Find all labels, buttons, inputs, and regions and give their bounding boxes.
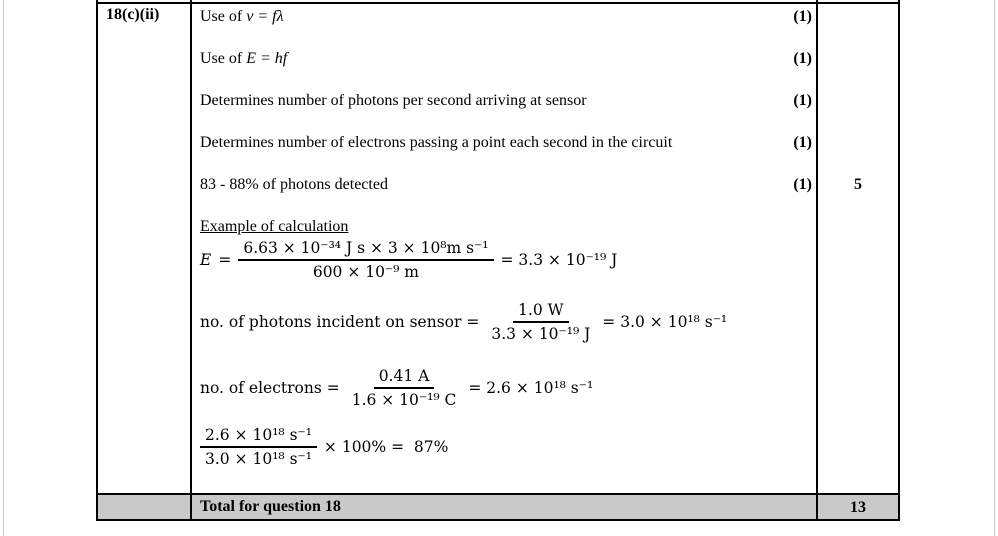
total-row-value: 13	[850, 499, 866, 516]
table-divider-total-row	[96, 493, 900, 495]
mark-value: (1)	[793, 176, 812, 193]
marking-point-text: 83 - 88% of photons detected	[200, 176, 388, 193]
equation-percentage-detected	[200, 426, 448, 468]
equation-result: = 3.0 × 10¹⁸ s⁻¹	[602, 313, 728, 331]
marking-point-row	[200, 175, 812, 195]
equals-sign: =	[218, 251, 232, 269]
fraction-denominator: 600 × 10⁻⁹ m	[312, 263, 419, 281]
fraction-denominator: 3.0 × 10¹⁸ s⁻¹	[205, 450, 312, 468]
formula-text: E = hf	[246, 50, 288, 67]
equation-photon-energy	[200, 239, 617, 281]
marking-point-row	[200, 91, 812, 111]
fraction-numerator: 0.41 A	[374, 367, 435, 389]
fraction-denominator: 1.6 × 10⁻¹⁹ C	[351, 391, 457, 409]
fraction-numerator: 2.6 × 10¹⁸ s⁻¹	[200, 426, 317, 448]
table-border-top	[96, 2, 900, 4]
equation-photons-per-second	[200, 301, 727, 343]
table-divider-answer-marks	[816, 0, 818, 521]
marking-point-row	[200, 7, 812, 27]
fraction-numerator: 6.63 × 10⁻³⁴ J s × 3 × 10⁸m s⁻¹	[238, 239, 493, 261]
mark-value: (1)	[793, 134, 812, 151]
equation-lhs: no. of photons incident on sensor =	[200, 313, 480, 331]
equation-result: = 3.3 × 10⁻¹⁹ J	[500, 251, 618, 269]
total-row-label: Total for question 18	[200, 498, 341, 515]
page-edge-left	[3, 0, 4, 536]
marking-point-text: Use of E = hf	[200, 50, 288, 67]
formula-text: v = fλ	[246, 8, 284, 25]
example-calculation-heading: Example of calculation	[200, 218, 349, 235]
fraction	[200, 426, 317, 468]
mark-value: (1)	[793, 8, 812, 25]
equation-result: × 100% = 87%	[323, 438, 449, 456]
equation-result: = 2.6 × 10¹⁸ s⁻¹	[468, 379, 594, 397]
equation-lhs-variable: E	[200, 251, 212, 269]
table-border-left	[96, 0, 98, 521]
mark-value: (1)	[793, 50, 812, 67]
marking-point-text: Determines number of electrons passing a point each second in the circuit	[200, 134, 673, 151]
equation-electrons-per-second	[200, 367, 593, 409]
fraction	[486, 301, 595, 343]
table-border-bottom	[96, 519, 900, 521]
fraction-numerator: 1.0 W	[513, 301, 569, 323]
marking-point-text: Determines number of photons per second arriving at sensor	[200, 92, 587, 109]
fraction-denominator: 3.3 × 10⁻¹⁹ J	[491, 325, 591, 343]
question-total-marks: 5	[854, 176, 862, 193]
mark-value: (1)	[793, 92, 812, 109]
equation-lhs: no. of electrons =	[200, 379, 340, 397]
marking-point-row	[200, 49, 812, 69]
question-number: 18(c)(ii)	[106, 6, 160, 23]
fraction	[238, 239, 493, 281]
marking-point-text: Use of v = fλ	[200, 8, 284, 25]
page-edge-right	[994, 0, 995, 536]
table-border-right	[898, 0, 900, 521]
fraction	[347, 367, 462, 409]
marking-point-row	[200, 133, 812, 153]
table-divider-question-answer	[190, 0, 192, 521]
